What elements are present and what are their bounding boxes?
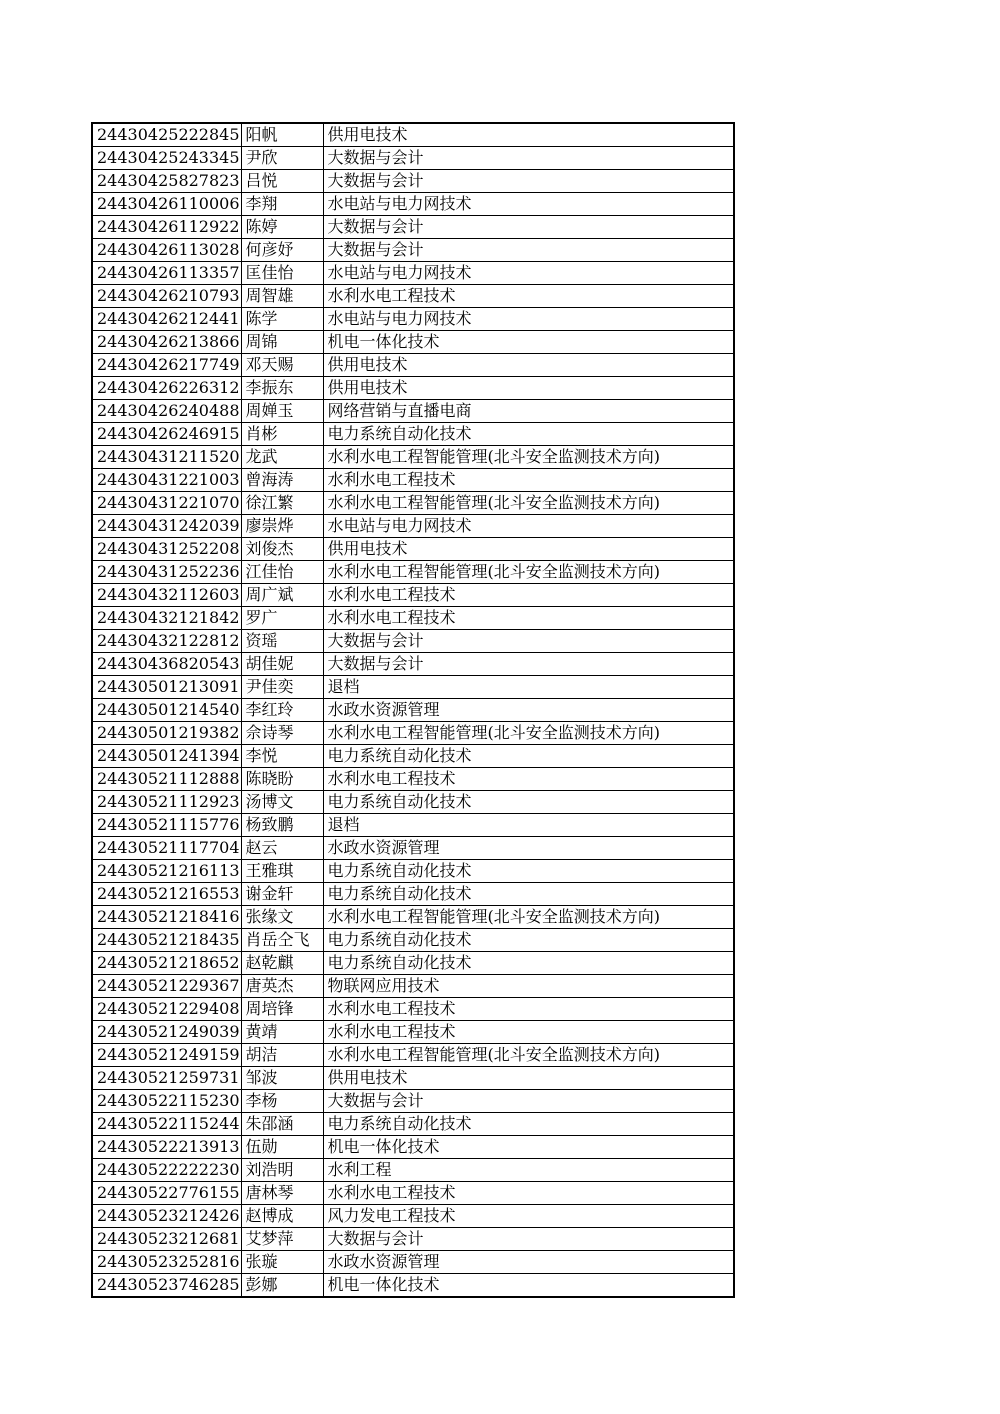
student-name-cell: 周智雄 [241, 285, 323, 308]
major-cell: 水利水电工程技术 [323, 1021, 734, 1044]
exam-number-cell: 24430521112888 [92, 768, 241, 791]
exam-number-cell: 24430426113357 [92, 262, 241, 285]
exam-number-cell: 24430431221070 [92, 492, 241, 515]
exam-number-cell: 24430501214540 [92, 699, 241, 722]
table-row [92, 515, 734, 538]
student-name-cell: 唐林琴 [241, 1182, 323, 1205]
student-name-cell: 阳帆 [241, 123, 323, 147]
student-name-cell: 周广斌 [241, 584, 323, 607]
student-name-cell: 江佳怡 [241, 561, 323, 584]
exam-number-cell: 24430426210793 [92, 285, 241, 308]
student-name-cell: 尹欣 [241, 147, 323, 170]
student-name-cell: 李振东 [241, 377, 323, 400]
table-row [92, 1090, 734, 1113]
table-row [92, 423, 734, 446]
major-cell: 水政水资源管理 [323, 837, 734, 860]
exam-number-cell: 24430432112603 [92, 584, 241, 607]
major-cell: 水政水资源管理 [323, 699, 734, 722]
exam-number-cell: 24430425222845 [92, 123, 241, 147]
student-name-cell: 陈学 [241, 308, 323, 331]
table-row [92, 538, 734, 561]
student-name-cell: 赵云 [241, 837, 323, 860]
table-row [92, 998, 734, 1021]
major-cell: 水利水电工程技术 [323, 998, 734, 1021]
exam-number-cell: 24430431242039 [92, 515, 241, 538]
major-cell: 水利水电工程智能管理(北斗安全监测技术方向) [323, 561, 734, 584]
major-cell: 机电一体化技术 [323, 1136, 734, 1159]
student-name-cell: 佘诗琴 [241, 722, 323, 745]
table-row [92, 1113, 734, 1136]
table-row [92, 745, 734, 768]
exam-number-cell: 24430521216553 [92, 883, 241, 906]
exam-number-cell: 24430521249159 [92, 1044, 241, 1067]
student-name-cell: 匡佳怡 [241, 262, 323, 285]
major-cell: 水电站与电力网技术 [323, 193, 734, 216]
table-row [92, 883, 734, 906]
exam-number-cell: 24430521218652 [92, 952, 241, 975]
major-cell: 水电站与电力网技术 [323, 262, 734, 285]
exam-number-cell: 24430521249039 [92, 1021, 241, 1044]
exam-number-cell: 24430521229367 [92, 975, 241, 998]
major-cell: 大数据与会计 [323, 239, 734, 262]
table-row [92, 1021, 734, 1044]
exam-number-cell: 24430436820543 [92, 653, 241, 676]
table-row [92, 193, 734, 216]
student-name-cell: 张璇 [241, 1251, 323, 1274]
table-row [92, 147, 734, 170]
exam-number-cell: 24430522115244 [92, 1113, 241, 1136]
major-cell: 大数据与会计 [323, 216, 734, 239]
table-row [92, 975, 734, 998]
major-cell: 供用电技术 [323, 123, 734, 147]
student-name-cell: 肖岳仝飞 [241, 929, 323, 952]
exam-number-cell: 24430521229408 [92, 998, 241, 1021]
exam-number-cell: 24430521112923 [92, 791, 241, 814]
table-row [92, 216, 734, 239]
table-row [92, 584, 734, 607]
major-cell: 大数据与会计 [323, 653, 734, 676]
exam-number-cell: 24430432122812 [92, 630, 241, 653]
exam-number-cell: 24430431221003 [92, 469, 241, 492]
table-row [92, 123, 734, 147]
student-name-cell: 吕悦 [241, 170, 323, 193]
exam-number-cell: 24430501241394 [92, 745, 241, 768]
major-cell: 电力系统自动化技术 [323, 791, 734, 814]
student-name-cell: 周培锋 [241, 998, 323, 1021]
exam-number-cell: 24430523746285 [92, 1274, 241, 1298]
table-row [92, 607, 734, 630]
major-cell: 水电站与电力网技术 [323, 308, 734, 331]
exam-number-cell: 24430521218416 [92, 906, 241, 929]
table-row [92, 860, 734, 883]
student-name-cell: 肖彬 [241, 423, 323, 446]
student-name-cell: 邹波 [241, 1067, 323, 1090]
student-name-cell: 罗广 [241, 607, 323, 630]
major-cell: 供用电技术 [323, 377, 734, 400]
table-row [92, 1182, 734, 1205]
exam-number-cell: 24430523252816 [92, 1251, 241, 1274]
student-name-cell: 艾梦萍 [241, 1228, 323, 1251]
table-row [92, 699, 734, 722]
exam-number-cell: 24430426213866 [92, 331, 241, 354]
major-cell: 大数据与会计 [323, 630, 734, 653]
major-cell: 供用电技术 [323, 354, 734, 377]
student-name-cell: 廖崇烨 [241, 515, 323, 538]
table-row [92, 239, 734, 262]
student-name-cell: 刘俊杰 [241, 538, 323, 561]
major-cell: 水利水电工程技术 [323, 285, 734, 308]
exam-number-cell: 24430425827823 [92, 170, 241, 193]
table-row [92, 814, 734, 837]
exam-number-cell: 24430523212681 [92, 1228, 241, 1251]
student-name-cell: 伍勋 [241, 1136, 323, 1159]
student-name-cell: 资瑶 [241, 630, 323, 653]
table-row [92, 837, 734, 860]
table-row [92, 561, 734, 584]
exam-number-cell: 24430431211520 [92, 446, 241, 469]
student-name-cell: 胡洁 [241, 1044, 323, 1067]
roster-body [92, 123, 734, 1297]
table-row [92, 768, 734, 791]
student-name-cell: 周婵玉 [241, 400, 323, 423]
table-row [92, 1159, 734, 1182]
exam-number-cell: 24430521218435 [92, 929, 241, 952]
exam-number-cell: 24430431252208 [92, 538, 241, 561]
student-name-cell: 汤博文 [241, 791, 323, 814]
major-cell: 水利水电工程智能管理(北斗安全监测技术方向) [323, 722, 734, 745]
exam-number-cell: 24430426240488 [92, 400, 241, 423]
major-cell: 网络营销与直播电商 [323, 400, 734, 423]
student-name-cell: 陈晓盼 [241, 768, 323, 791]
table-row [92, 1044, 734, 1067]
student-name-cell: 朱邵涵 [241, 1113, 323, 1136]
table-row [92, 331, 734, 354]
exam-number-cell: 24430522776155 [92, 1182, 241, 1205]
table-row [92, 676, 734, 699]
student-name-cell: 黄靖 [241, 1021, 323, 1044]
major-cell: 大数据与会计 [323, 170, 734, 193]
exam-number-cell: 24430426110006 [92, 193, 241, 216]
exam-number-cell: 24430523212426 [92, 1205, 241, 1228]
table-row [92, 262, 734, 285]
major-cell: 大数据与会计 [323, 147, 734, 170]
table-row [92, 1067, 734, 1090]
table-row [92, 929, 734, 952]
major-cell: 供用电技术 [323, 538, 734, 561]
student-name-cell: 李红玲 [241, 699, 323, 722]
exam-number-cell: 24430521115776 [92, 814, 241, 837]
major-cell: 大数据与会计 [323, 1228, 734, 1251]
student-name-cell: 刘浩明 [241, 1159, 323, 1182]
exam-number-cell: 24430426226312 [92, 377, 241, 400]
major-cell: 物联网应用技术 [323, 975, 734, 998]
major-cell: 水利水电工程智能管理(北斗安全监测技术方向) [323, 446, 734, 469]
student-name-cell: 赵乾麒 [241, 952, 323, 975]
student-name-cell: 邓天赐 [241, 354, 323, 377]
major-cell: 水利水电工程技术 [323, 469, 734, 492]
table-row [92, 722, 734, 745]
student-name-cell: 谢金轩 [241, 883, 323, 906]
major-cell: 水利水电工程技术 [323, 768, 734, 791]
table-row [92, 308, 734, 331]
table-row [92, 377, 734, 400]
table-row [92, 446, 734, 469]
exam-number-cell: 24430521259731 [92, 1067, 241, 1090]
major-cell: 退档 [323, 676, 734, 699]
table-row [92, 1205, 734, 1228]
table-row [92, 285, 734, 308]
exam-number-cell: 24430426212441 [92, 308, 241, 331]
student-name-cell: 彭娜 [241, 1274, 323, 1298]
exam-number-cell: 24430501219382 [92, 722, 241, 745]
student-name-cell: 杨致鹏 [241, 814, 323, 837]
major-cell: 电力系统自动化技术 [323, 860, 734, 883]
exam-number-cell: 24430522115230 [92, 1090, 241, 1113]
student-name-cell: 徐江繁 [241, 492, 323, 515]
table-row [92, 653, 734, 676]
major-cell: 机电一体化技术 [323, 331, 734, 354]
major-cell: 退档 [323, 814, 734, 837]
table-row [92, 1251, 734, 1274]
student-name-cell: 唐英杰 [241, 975, 323, 998]
student-name-cell: 赵博成 [241, 1205, 323, 1228]
table-row [92, 469, 734, 492]
table-row [92, 492, 734, 515]
major-cell: 电力系统自动化技术 [323, 883, 734, 906]
major-cell: 水利水电工程智能管理(北斗安全监测技术方向) [323, 1044, 734, 1067]
major-cell: 水利水电工程技术 [323, 584, 734, 607]
major-cell: 机电一体化技术 [323, 1274, 734, 1298]
student-name-cell: 陈婷 [241, 216, 323, 239]
student-name-cell: 王雅琪 [241, 860, 323, 883]
table-row [92, 1136, 734, 1159]
major-cell: 水政水资源管理 [323, 1251, 734, 1274]
major-cell: 水电站与电力网技术 [323, 515, 734, 538]
major-cell: 供用电技术 [323, 1067, 734, 1090]
student-name-cell: 何彦妤 [241, 239, 323, 262]
exam-number-cell: 24430426113028 [92, 239, 241, 262]
major-cell: 电力系统自动化技术 [323, 1113, 734, 1136]
student-name-cell: 龙武 [241, 446, 323, 469]
major-cell: 电力系统自动化技术 [323, 952, 734, 975]
roster-table [91, 122, 735, 1298]
student-name-cell: 李悦 [241, 745, 323, 768]
table-row [92, 630, 734, 653]
student-name-cell: 曾海涛 [241, 469, 323, 492]
exam-number-cell: 24430425243345 [92, 147, 241, 170]
exam-number-cell: 24430501213091 [92, 676, 241, 699]
student-name-cell: 周锦 [241, 331, 323, 354]
major-cell: 水利水电工程技术 [323, 1182, 734, 1205]
major-cell: 大数据与会计 [323, 1090, 734, 1113]
student-name-cell: 李杨 [241, 1090, 323, 1113]
exam-number-cell: 24430521216113 [92, 860, 241, 883]
major-cell: 水利工程 [323, 1159, 734, 1182]
major-cell: 水利水电工程技术 [323, 607, 734, 630]
exam-number-cell: 24430426217749 [92, 354, 241, 377]
table-row [92, 952, 734, 975]
table-row [92, 354, 734, 377]
exam-number-cell: 24430521117704 [92, 837, 241, 860]
table-row [92, 791, 734, 814]
exam-number-cell: 24430432121842 [92, 607, 241, 630]
table-row [92, 1274, 734, 1298]
exam-number-cell: 24430426246915 [92, 423, 241, 446]
table-row [92, 400, 734, 423]
major-cell: 水利水电工程智能管理(北斗安全监测技术方向) [323, 906, 734, 929]
major-cell: 电力系统自动化技术 [323, 423, 734, 446]
student-name-cell: 李翔 [241, 193, 323, 216]
table-row [92, 906, 734, 929]
major-cell: 水利水电工程智能管理(北斗安全监测技术方向) [323, 492, 734, 515]
exam-number-cell: 24430522222230 [92, 1159, 241, 1182]
exam-number-cell: 24430522213913 [92, 1136, 241, 1159]
exam-number-cell: 24430431252236 [92, 561, 241, 584]
table-row [92, 170, 734, 193]
major-cell: 风力发电工程技术 [323, 1205, 734, 1228]
student-name-cell: 胡佳妮 [241, 653, 323, 676]
student-name-cell: 尹佳奕 [241, 676, 323, 699]
major-cell: 电力系统自动化技术 [323, 745, 734, 768]
student-name-cell: 张缘文 [241, 906, 323, 929]
exam-number-cell: 24430426112922 [92, 216, 241, 239]
table-row [92, 1228, 734, 1251]
major-cell: 电力系统自动化技术 [323, 929, 734, 952]
